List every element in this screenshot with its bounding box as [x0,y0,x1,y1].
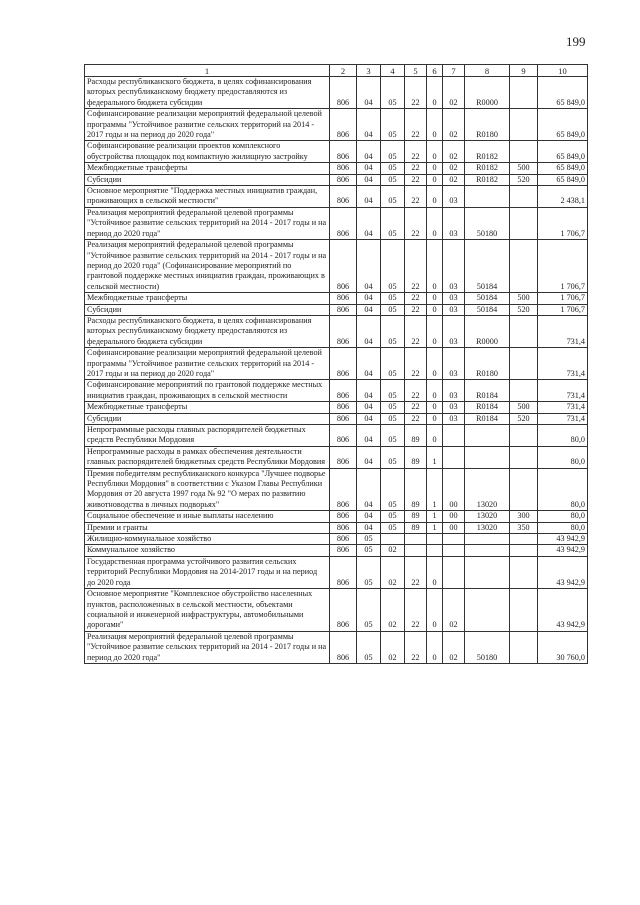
code-cell: 22 [405,77,427,109]
code-cell: 89 [405,425,427,447]
code-cell: 05 [381,446,405,468]
code-cell: 02 [443,589,465,632]
code-cell: 50184 [465,240,510,293]
amount-cell: 43 942,9 [538,534,588,545]
code-cell [427,545,443,556]
code-cell: 0 [427,77,443,109]
code-cell: 03 [443,348,465,380]
code-cell: 05 [381,293,405,304]
table-row [85,186,588,208]
code-cell [381,534,405,545]
code-cell [465,425,510,447]
code-cell: 05 [381,511,405,522]
code-cell: 04 [357,77,381,109]
code-cell: R0184 [465,402,510,413]
code-cell: 806 [330,304,357,315]
code-cell: 806 [330,380,357,402]
code-cell: 05 [381,402,405,413]
header-cell: 7 [443,65,465,77]
page-number: 199 [566,34,586,49]
amount-cell: 731,4 [538,413,588,424]
code-cell: 04 [357,186,381,208]
code-cell: 806 [330,240,357,293]
code-cell: 89 [405,446,427,468]
code-cell: 22 [405,109,427,141]
row-name-cell: Непрограммные расходы в рамках обеспечения деятельности главных распорядителей бюджетных средств Республики Мордовия [85,446,330,468]
table-body [85,77,588,664]
code-cell: 04 [357,348,381,380]
code-cell: 04 [357,413,381,424]
code-cell: 22 [405,589,427,632]
table-row [85,163,588,174]
code-cell: 806 [330,468,357,511]
code-cell: 04 [357,380,381,402]
amount-cell: 731,4 [538,315,588,347]
row-name-cell: Субсидии [85,304,330,315]
code-cell: 806 [330,413,357,424]
amount-cell: 80,0 [538,425,588,447]
code-cell: 0 [427,141,443,163]
code-cell: 02 [443,163,465,174]
table-row [85,522,588,533]
code-cell [443,425,465,447]
table-row [85,207,588,239]
code-cell: 04 [357,425,381,447]
code-cell: 00 [443,522,465,533]
code-cell: 02 [443,109,465,141]
code-cell: 806 [330,425,357,447]
table-row [85,109,588,141]
table-row [85,402,588,413]
code-cell [443,545,465,556]
code-cell: 05 [357,534,381,545]
code-cell: 05 [381,163,405,174]
code-cell: 04 [357,293,381,304]
code-cell: R0180 [465,109,510,141]
code-cell: 04 [357,141,381,163]
code-cell: 350 [510,522,538,533]
row-name-cell: Межбюджетные трансферты [85,293,330,304]
code-cell: 22 [405,174,427,185]
row-name-cell: Реализация мероприятий федеральной целевой программы "Устойчивое развитие сельских территорий на 2014 - 2017 годы и на период до 2020 года" [85,631,330,663]
code-cell [405,545,427,556]
header-cell: 10 [538,65,588,77]
code-cell [465,446,510,468]
amount-cell: 731,4 [538,380,588,402]
code-cell: 0 [427,380,443,402]
code-cell [510,631,538,663]
code-cell: 806 [330,631,357,663]
code-cell [405,534,427,545]
code-cell: 1 [427,468,443,511]
row-name-cell: Премии и гранты [85,522,330,533]
table-row [85,413,588,424]
header-cell: 5 [405,65,427,77]
row-name-cell: Софинансирование реализации проектов комплексного обустройства площадок под компактную жилищную застройку [85,141,330,163]
code-cell: R0184 [465,413,510,424]
code-cell: 0 [427,163,443,174]
code-cell: 02 [443,631,465,663]
row-name-cell: Социальное обеспечение и иные выплаты населению [85,511,330,522]
code-cell: 0 [427,186,443,208]
code-cell: 806 [330,348,357,380]
code-cell: 89 [405,522,427,533]
code-cell: 806 [330,293,357,304]
amount-cell: 1 706,7 [538,304,588,315]
code-cell: 500 [510,293,538,304]
code-cell: 03 [443,315,465,347]
table-row [85,589,588,632]
code-cell [510,534,538,545]
code-cell: 03 [443,240,465,293]
table-row [85,141,588,163]
code-cell: 1 [427,522,443,533]
code-cell: 05 [357,556,381,588]
code-cell: 0 [427,207,443,239]
code-cell [510,141,538,163]
code-cell: 05 [381,468,405,511]
code-cell [443,446,465,468]
code-cell: 22 [405,348,427,380]
code-cell: 03 [443,304,465,315]
code-cell: 05 [381,207,405,239]
code-cell: 0 [427,240,443,293]
code-cell: 50184 [465,293,510,304]
code-cell: 0 [427,631,443,663]
table-row [85,534,588,545]
amount-cell: 65 849,0 [538,77,588,109]
code-cell: 0 [427,315,443,347]
code-cell: 806 [330,522,357,533]
code-cell: 22 [405,413,427,424]
code-cell: 03 [443,402,465,413]
code-cell: 04 [357,446,381,468]
code-cell: 05 [381,240,405,293]
code-cell [510,186,538,208]
code-cell: 22 [405,207,427,239]
code-cell: 806 [330,446,357,468]
code-cell: 04 [357,468,381,511]
code-cell: 806 [330,163,357,174]
code-cell: 22 [405,315,427,347]
table-row [85,631,588,663]
code-cell: 520 [510,304,538,315]
code-cell: 13020 [465,468,510,511]
code-cell [510,446,538,468]
code-cell [510,589,538,632]
code-cell: 05 [381,77,405,109]
row-name-cell: Расходы республиканского бюджета, в целях софинансирования которых республиканскому бюджету предоставляются из федерального бюджета субсидии [85,77,330,109]
code-cell: 806 [330,511,357,522]
code-cell: R0182 [465,163,510,174]
code-cell: 0 [427,589,443,632]
code-cell: 02 [381,631,405,663]
code-cell: 806 [330,207,357,239]
code-cell: 0 [427,109,443,141]
code-cell [510,468,538,511]
code-cell: R0182 [465,141,510,163]
code-cell [465,186,510,208]
code-cell: 89 [405,468,427,511]
amount-cell: 65 849,0 [538,163,588,174]
table-row [85,425,588,447]
table-row [85,77,588,109]
code-cell [510,109,538,141]
table-row [85,304,588,315]
table-row [85,174,588,185]
code-cell: 03 [443,380,465,402]
code-cell: 05 [381,348,405,380]
code-cell: 0 [427,304,443,315]
table-row [85,240,588,293]
code-cell: 806 [330,77,357,109]
code-cell: 13020 [465,511,510,522]
row-name-cell: Основное мероприятие "Поддержка местных инициатив граждан, проживающих в сельской местности" [85,186,330,208]
amount-cell: 43 942,9 [538,589,588,632]
code-cell: 0 [427,402,443,413]
code-cell: 22 [405,163,427,174]
header-cell: 9 [510,65,538,77]
code-cell [510,315,538,347]
code-cell: 22 [405,293,427,304]
code-cell: 00 [443,511,465,522]
code-cell: 1 [427,446,443,468]
code-cell [465,589,510,632]
table-row [85,545,588,556]
code-cell: 806 [330,109,357,141]
code-cell: 04 [357,304,381,315]
header-cell: 1 [85,65,330,77]
row-name-cell: Межбюджетные трансферты [85,402,330,413]
code-cell: 806 [330,402,357,413]
code-cell: 89 [405,511,427,522]
code-cell [427,534,443,545]
code-cell: 500 [510,402,538,413]
row-name-cell: Основное мероприятие "Комплексное обустройство населенных пунктов, расположенных в сельской местности, объектами социальной и инженерной инфраструктуры, автомобильными дорогами" [85,589,330,632]
code-cell [443,534,465,545]
code-cell [443,556,465,588]
code-cell [510,380,538,402]
code-cell: 22 [405,556,427,588]
table-row [85,511,588,522]
code-cell: 1 [427,511,443,522]
row-name-cell: Реализация мероприятий федеральной целевой программы "Устойчивое развитие сельских территорий на 2014 - 2017 годы и на период до 2020 года" (Софинансирование мероприятий по грантовой поддержке местных инициатив граждан, проживающих в сельской местности) [85,240,330,293]
code-cell: 05 [381,304,405,315]
code-cell: 806 [330,186,357,208]
code-cell: 0 [427,174,443,185]
code-cell: 02 [381,589,405,632]
row-name-cell: Государственная программа устойчивого развития сельских территорий Республики Мордовия на 2014-2017 годы и на период до 2020 года [85,556,330,588]
amount-cell: 2 438,1 [538,186,588,208]
code-cell: 05 [357,589,381,632]
amount-cell: 80,0 [538,511,588,522]
amount-cell: 43 942,9 [538,556,588,588]
code-cell: 04 [357,207,381,239]
code-cell: 520 [510,174,538,185]
row-name-cell: Премия победителям республиканского конкурса "Лучшее подворье Республики Мордовия" в соответствии с Указом Главы Республики Мордовия от 20 августа 1997 года № 92 "О мерах по развитию животноводства в личных подворьях" [85,468,330,511]
amount-cell: 80,0 [538,468,588,511]
code-cell: R0184 [465,380,510,402]
amount-cell: 43 942,9 [538,545,588,556]
code-cell: R0180 [465,348,510,380]
code-cell [510,348,538,380]
table-row [85,556,588,588]
row-name-cell: Софинансирование реализации мероприятий федеральной целевой программы "Устойчивое развитие сельских территорий на 2014 - 2017 годы и на период до 2020 года" [85,348,330,380]
code-cell: 04 [357,163,381,174]
code-cell [510,77,538,109]
code-cell: 05 [381,186,405,208]
row-name-cell: Коммунальное хозяйство [85,545,330,556]
code-cell: 22 [405,402,427,413]
code-cell [510,207,538,239]
code-cell: 50180 [465,631,510,663]
code-cell: 05 [381,174,405,185]
code-cell: 02 [381,556,405,588]
amount-cell: 80,0 [538,522,588,533]
code-cell: 02 [443,141,465,163]
row-name-cell: Субсидии [85,413,330,424]
code-cell: 806 [330,141,357,163]
code-cell [510,545,538,556]
code-cell: 806 [330,545,357,556]
amount-cell: 65 849,0 [538,141,588,163]
code-cell: 22 [405,304,427,315]
code-cell: 05 [381,315,405,347]
code-cell: 500 [510,163,538,174]
code-cell: 04 [357,315,381,347]
row-name-cell: Жилищно-коммунальное хозяйство [85,534,330,545]
table-row [85,380,588,402]
row-name-cell: Софинансирование реализации мероприятий федеральной целевой программы "Устойчивое развитие сельских территорий на 2014 - 2017 годы и на период до 2020 года" [85,109,330,141]
header-cell: 6 [427,65,443,77]
row-name-cell: Софинансирование мероприятий по грантовой поддержке местных инициатив граждан, проживающих в сельской местности [85,380,330,402]
code-cell: 02 [381,545,405,556]
code-cell [510,425,538,447]
amount-cell: 731,4 [538,402,588,413]
code-cell [510,240,538,293]
amount-cell: 1 706,7 [538,293,588,304]
code-cell: 04 [357,174,381,185]
code-cell: 300 [510,511,538,522]
header-cell: 3 [357,65,381,77]
code-cell: 0 [427,413,443,424]
code-cell: 05 [381,109,405,141]
code-cell: 05 [357,545,381,556]
code-cell: 05 [381,522,405,533]
code-cell: 02 [443,77,465,109]
header-cell: 2 [330,65,357,77]
code-cell: 22 [405,186,427,208]
code-cell: 04 [357,511,381,522]
code-cell: 0 [427,293,443,304]
amount-cell: 30 760,0 [538,631,588,663]
code-cell: 05 [381,413,405,424]
table-row [85,315,588,347]
code-cell: 04 [357,109,381,141]
amount-cell: 65 849,0 [538,174,588,185]
header-cell: 4 [381,65,405,77]
code-cell: R0000 [465,77,510,109]
code-cell: 04 [357,402,381,413]
code-cell: 806 [330,589,357,632]
code-cell: 05 [381,425,405,447]
header-row [85,65,588,77]
code-cell [465,556,510,588]
code-cell: 03 [443,413,465,424]
row-name-cell: Непрограммные расходы главных распорядителей бюджетных средств Республики Мордовия [85,425,330,447]
code-cell: 05 [381,141,405,163]
code-cell: R0182 [465,174,510,185]
code-cell: 22 [405,380,427,402]
code-cell: 520 [510,413,538,424]
amount-cell: 65 849,0 [538,109,588,141]
code-cell: 806 [330,556,357,588]
code-cell: 02 [443,174,465,185]
code-cell: 806 [330,174,357,185]
code-cell: 03 [443,293,465,304]
budget-table [84,64,588,664]
code-cell: 22 [405,141,427,163]
table-row [85,468,588,511]
table-row [85,293,588,304]
code-cell: 13020 [465,522,510,533]
code-cell: R0000 [465,315,510,347]
table-row [85,446,588,468]
code-cell: 05 [381,380,405,402]
amount-cell: 731,4 [538,348,588,380]
code-cell: 806 [330,534,357,545]
header-cell: 8 [465,65,510,77]
code-cell: 00 [443,468,465,511]
code-cell [465,545,510,556]
row-name-cell: Расходы республиканского бюджета, в целях софинансирования которых республиканскому бюджету предоставляются из федерального бюджета субсидии [85,315,330,347]
code-cell: 50180 [465,207,510,239]
amount-cell: 1 706,7 [538,240,588,293]
row-name-cell: Реализация мероприятий федеральной целевой программы "Устойчивое развитие сельских территорий на 2014 - 2017 годы и на период до 2020 года" [85,207,330,239]
code-cell: 0 [427,425,443,447]
code-cell: 04 [357,240,381,293]
code-cell: 03 [443,207,465,239]
code-cell: 05 [357,631,381,663]
code-cell: 0 [427,348,443,380]
row-name-cell: Межбюджетные трансферты [85,163,330,174]
code-cell: 04 [357,522,381,533]
code-cell: 0 [427,556,443,588]
code-cell [510,556,538,588]
code-cell [465,534,510,545]
code-cell: 806 [330,315,357,347]
row-name-cell: Субсидии [85,174,330,185]
amount-cell: 1 706,7 [538,207,588,239]
code-cell: 22 [405,631,427,663]
table-row [85,348,588,380]
code-cell: 50184 [465,304,510,315]
amount-cell: 80,0 [538,446,588,468]
code-cell: 03 [443,186,465,208]
code-cell: 22 [405,240,427,293]
